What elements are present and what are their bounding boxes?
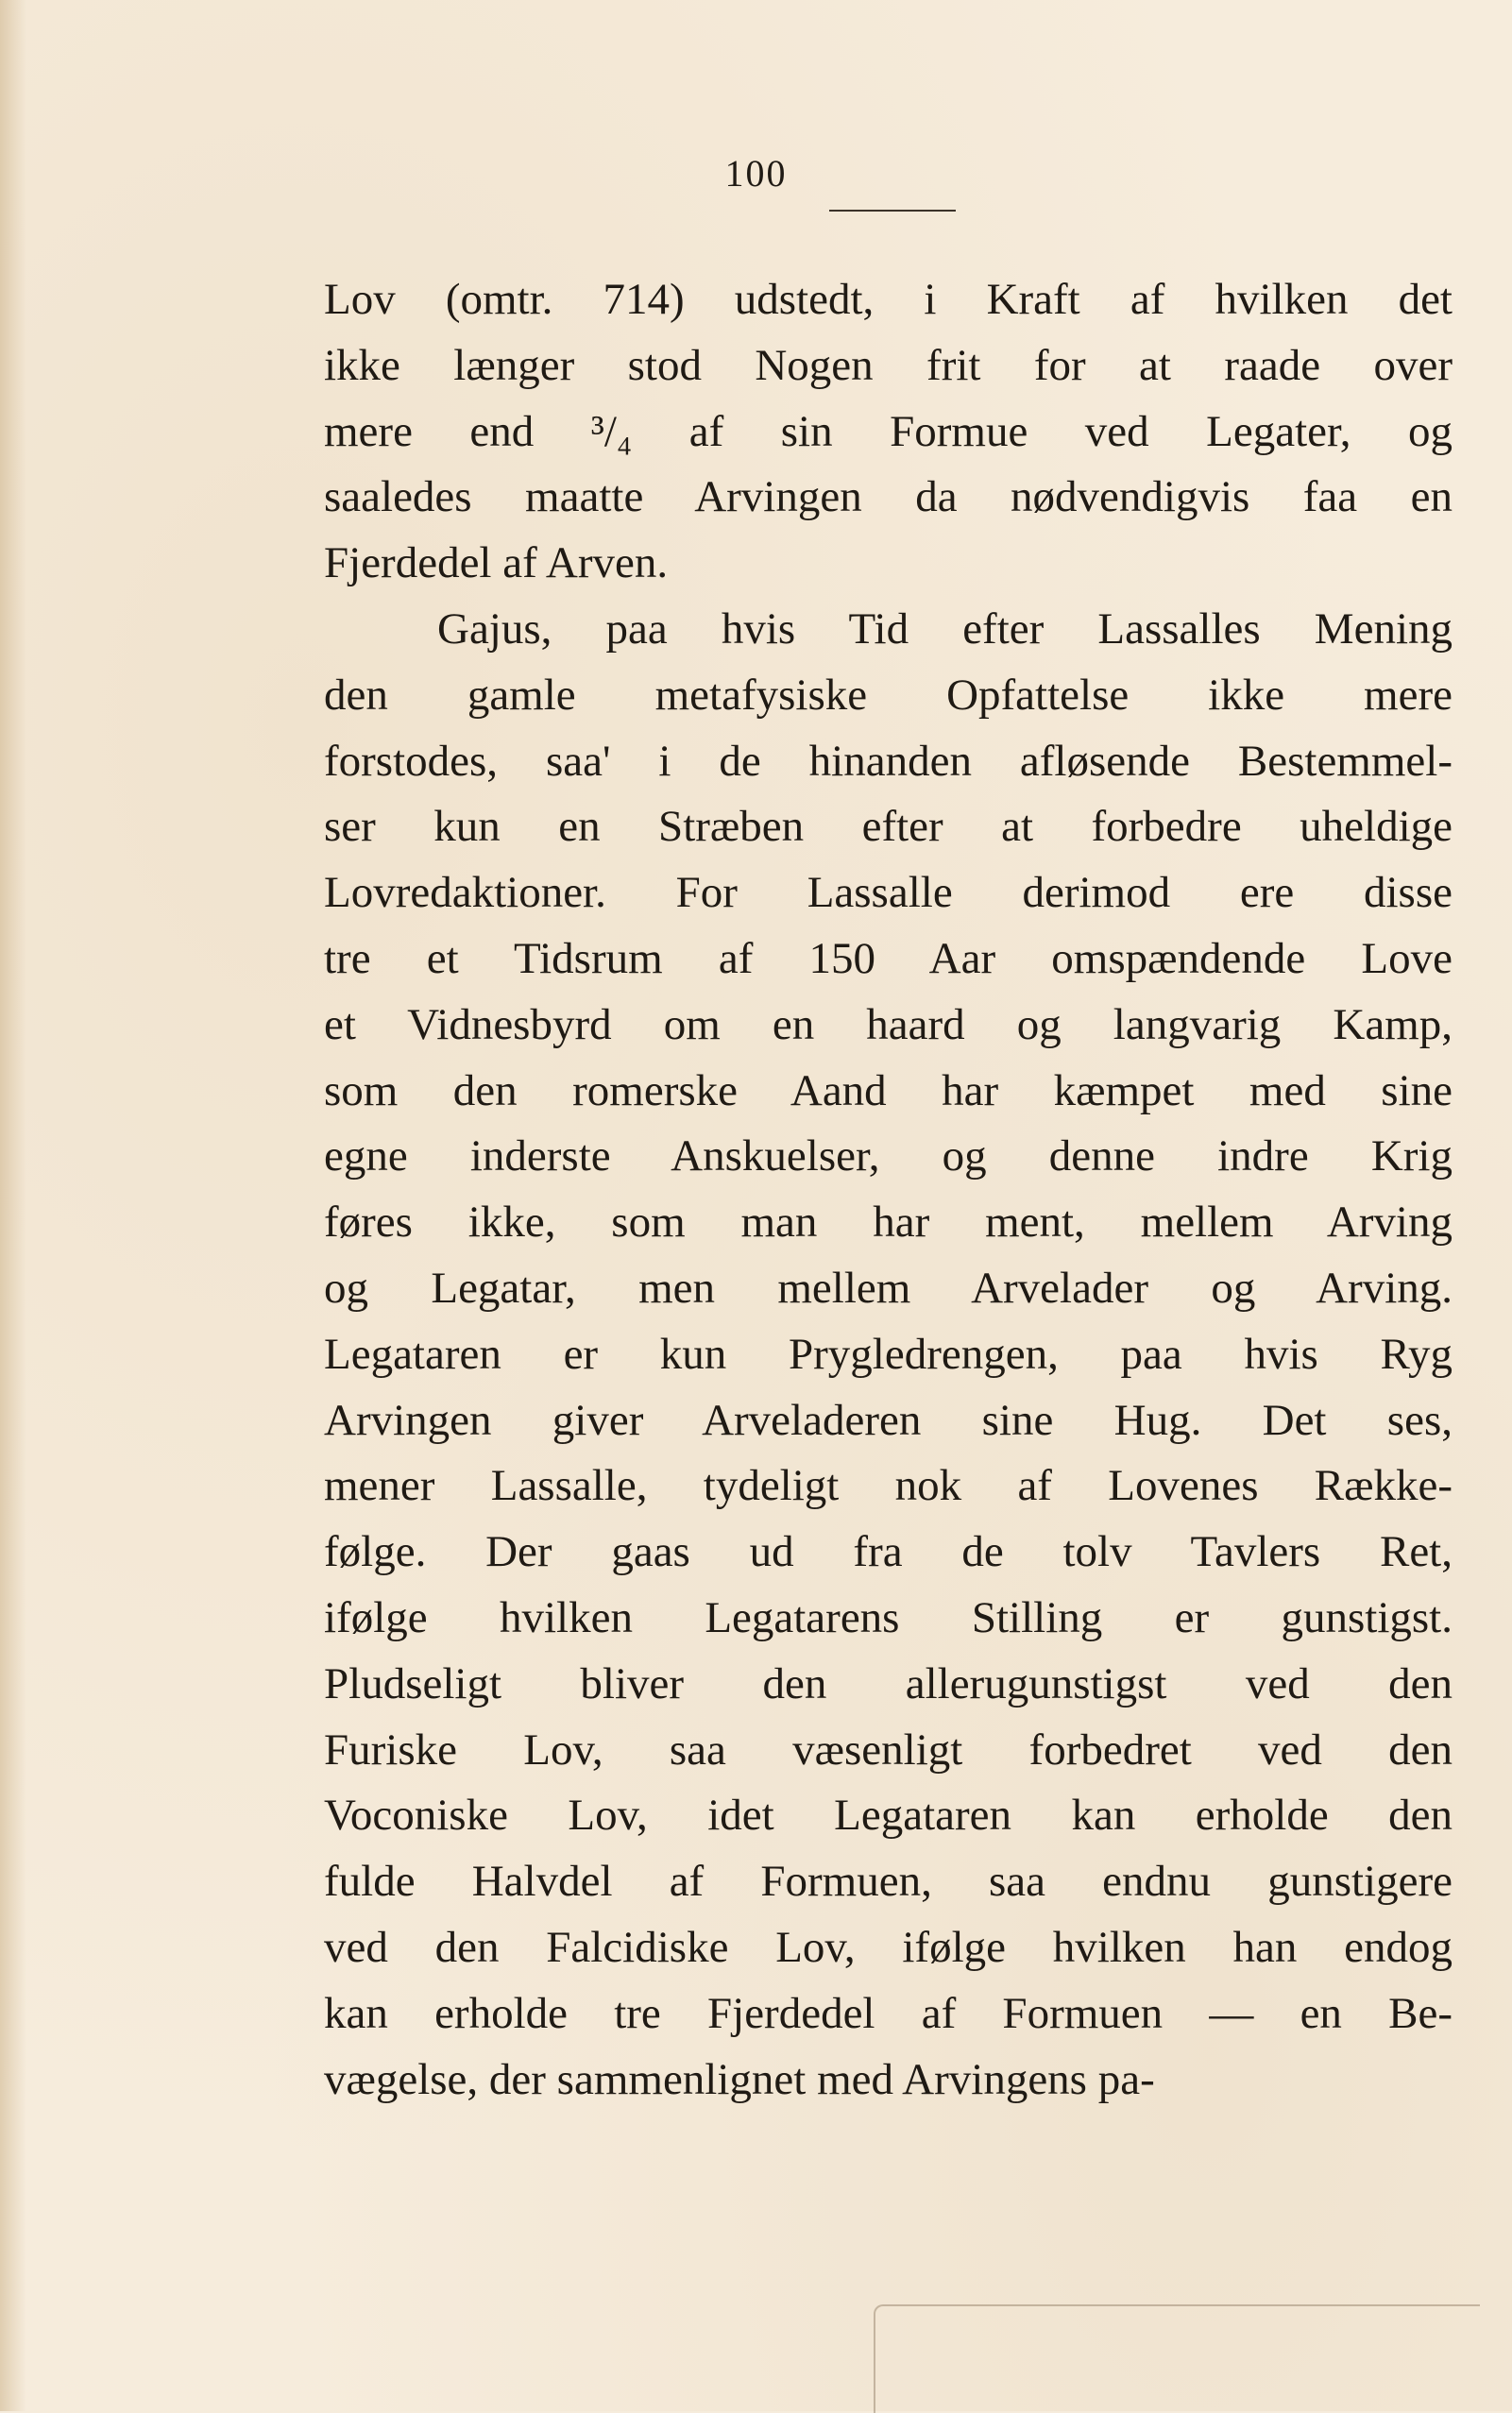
- page-corner-crease: [874, 2304, 1480, 2413]
- text-line: Gajus, paa hvis Tid efter Lassalles Mening: [437, 603, 1453, 654]
- text-line: vægelse, der sammenlignet med Arvingens pa-: [324, 2054, 1155, 2104]
- paragraph: [324, 597, 1453, 2113]
- text-line: ikke længer stod Nogen frit for at raade over: [324, 340, 1453, 390]
- text-line: mener Lassalle, tydeligt nok af Lovenes Række-: [324, 1461, 1453, 1511]
- text-line: den gamle metafysiske Opfattelse ikke mere: [324, 670, 1453, 720]
- text-line: og Legatar, men mellem Arvelader og Arving.: [324, 1263, 1453, 1313]
- text-line: Fjerdedel af Arven.: [324, 538, 669, 588]
- text-line: Pludseligt bliver den allerugunstigst ved den: [324, 1658, 1453, 1708]
- text-line: mere end ³/₄ af sin Formue ved Legater, og: [324, 406, 1453, 456]
- page-number: 100: [724, 152, 788, 195]
- text-line: fulde Halvdel af Formuen, saa endnu gunstigere: [324, 1857, 1453, 1907]
- text-line: Voconiske Lov, idet Legataren kan erholde den: [324, 1791, 1453, 1841]
- text-line: Arvingen giver Arveladeren sine Hug. Det ses,: [324, 1395, 1453, 1445]
- text-line: Furiske Lov, saa væsenligt forbedret ved den: [324, 1725, 1453, 1775]
- body-text: [324, 267, 1453, 2113]
- text-line: som den romerske Aand har kæmpet med sine: [324, 1065, 1453, 1115]
- text-line: følge. Der gaas ud fra de tolv Tavlers Ret,: [324, 1527, 1453, 1577]
- text-line: kan erholde tre Fjerdedel af Formuen — en Be-: [324, 1988, 1453, 2038]
- text-line: Legataren er kun Prygledrengen, paa hvis Ryg: [324, 1329, 1453, 1379]
- text-line: ser kun en Stræben efter at forbedre uheldige: [324, 802, 1453, 852]
- text-line: saaledes maatte Arvingen da nødvendigvis faa en: [324, 472, 1453, 522]
- text-line: egne inderste Anskuelser, og denne indre Krig: [324, 1131, 1453, 1181]
- paragraph: [324, 267, 1453, 597]
- text-line: tre et Tidsrum af 150 Aar omspændende Love: [324, 933, 1453, 983]
- text-line: føres ikke, som man har ment, mellem Arving: [324, 1198, 1453, 1248]
- text-line: forstodes, saa' i de hinanden afløsende Bestemmel-: [324, 736, 1453, 786]
- header-rule: [829, 210, 956, 212]
- text-line: ifølge hvilken Legatarens Stilling er gunstigst.: [324, 1592, 1453, 1642]
- text-line: Lov (omtr. 714) udstedt, i Kraft af hvilken det: [324, 275, 1453, 324]
- text-line: ved den Falcidiske Lov, ifølge hvilken han endog: [324, 1922, 1453, 1972]
- text-line: et Vidnesbyrd om en haard og langvarig Kamp,: [324, 999, 1453, 1049]
- text-line: Lovredaktioner. For Lassalle derimod ere disse: [324, 868, 1453, 918]
- page-edge-shadow: [0, 0, 26, 2411]
